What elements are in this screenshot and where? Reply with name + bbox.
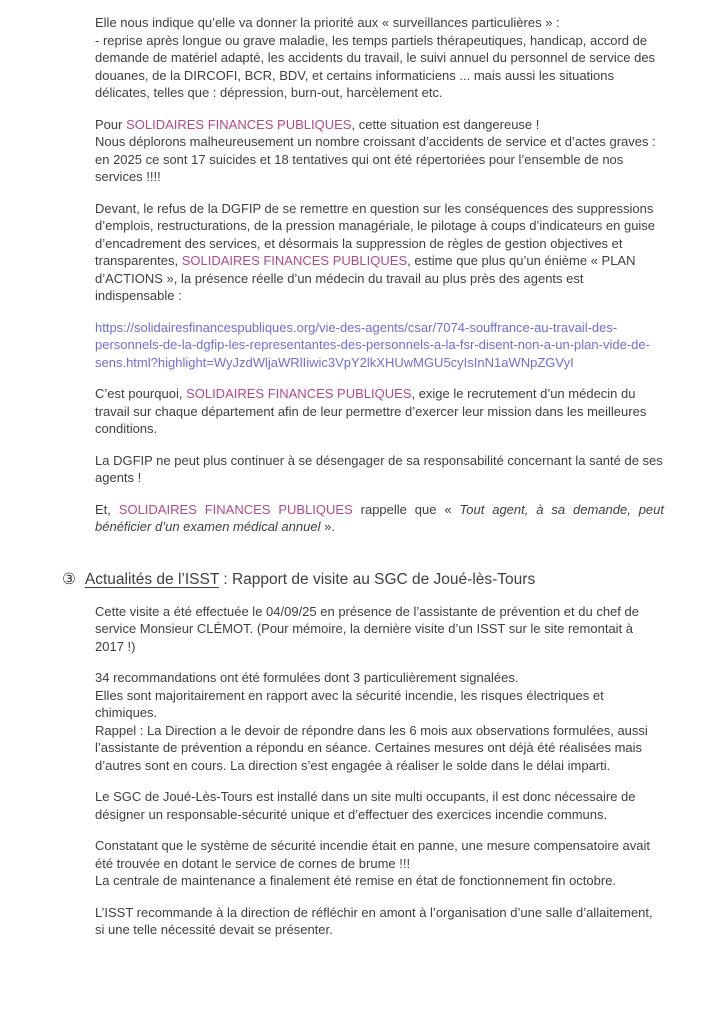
text-run: , cette situation est dangereuse ! [351, 116, 540, 132]
paragraph-situation-dangereuse [95, 116, 664, 186]
text-run: 34 recommandations ont été formulées dont 3 particulièrement signalées. [95, 670, 519, 685]
text-run: Nous déplorons malheureusement un nombre croissant d’accidents de service et d’actes graves : en 2025 ce sont 17 suicides et 18 tentatives qui ont été répertoriées pour l’ensemble de nos services !!!! [95, 134, 656, 184]
hyperlink-souffrance-au-travail[interactable]: https://solidairesfinancespubliques.org/vie-des-agents/csar/7074-souffrance-au-travail-des-personnels-de-la-dgfip-les-representantes-des-personnels-a-la-fsr-disent-non-a-un-plan-vide-de-sens.html?highlight=WyJzdWljaWRlIiwic3VpY2lkXHUwMGU5cyIsInN1aWNpZGVyI [95, 319, 650, 370]
brand-name-text: SOLIDAIRES FINANCES PUBLIQUES [181, 253, 408, 268]
paragraph-surveillances-particulieres [95, 14, 664, 102]
text-run: C’est pourquoi, [95, 386, 187, 401]
text-run: , estime que plus qu’un énième « PLAN d’ACTIONS », la présence réelle d’un médecin du travail au plus près des agents est indispensable : [95, 253, 636, 303]
text-run: Rappel : La Direction a le devoir de répondre dans les 6 mois aux observations formulées, aussi l’assistante de prévention a répondu en séance. Certaines mesures ont déjà été réalisées mais d’autres sont en cours. La direction s’est engagée à réaliser le solde dans le délai imparti. [95, 722, 648, 773]
text-run: ». [320, 519, 335, 534]
paragraph-sgc-multi-occupants [95, 788, 664, 823]
text-run: Elles sont majoritairement en rapport avec la sécurité incendie, les risques électriques et chimiques. [95, 687, 604, 720]
text-run: Et, [95, 501, 119, 517]
text-run: Cette visite a été effectuée le 04/09/25 en présence de l’assistante de prévention et du chef de service Monsieur CLÉMOT. (Pour mémoire, la dernière visite d’un ISST sur le site remontait à 2017 !) [95, 603, 639, 654]
brand-name-text: SOLIDAIRES FINANCES PUBLIQUES [186, 386, 412, 401]
circled-three-icon: ③ [62, 570, 76, 588]
paragraph-visite-04-09-25 [95, 603, 664, 656]
brand-name-text: SOLIDAIRES FINANCES PUBLIQUES [118, 501, 353, 517]
paragraph-exige-recrutement-medecin [95, 385, 664, 438]
paragraph-responsabilite-dgfip [95, 452, 664, 487]
paragraph-securite-incendie-panne [95, 837, 664, 890]
text-run: Tout agent, à sa demande, peut bénéficier d’un examen médical annuel [95, 501, 664, 534]
text-run: L’ISST recommande à la direction de réfléchir en amont à l’organisation d’une salle d’allaitement, si une telle nécessité devait se présenter. [95, 904, 653, 937]
text-run: Pour [95, 116, 127, 132]
text-run: Constatant que le système de sécurité incendie était en panne, une mesure compensatoire avait été trouvée en dotant le service de cornes de brume !!! [95, 838, 651, 871]
heading-subtitle: : Rapport de visite au SGC de Joué-lès-Tours [219, 570, 536, 588]
paragraph-refus-dgfip [95, 200, 664, 305]
text-run: - reprise après longue ou grave maladie, les temps partiels thérapeutiques, handicap, accord de demande de matériel adapté, les accidents du travail, le suivi annuel du personnel de service des douanes, de la DIRCOFI, BCR, BDV, et certains informaticiens ... mais aussi les situations délicates, telles que : dépression, burn-out, harcèlement etc. [95, 32, 656, 100]
text-run: rappelle que « [352, 501, 460, 517]
heading-topic: Actualités de l’ISST [84, 570, 220, 588]
paragraph-34-recommandations [95, 669, 664, 774]
text-run: Elle nous indique qu’elle va donner la priorité aux « surveillances particulières » : [95, 15, 560, 30]
brand-name-text: SOLIDAIRES FINANCES PUBLIQUES [126, 116, 352, 132]
paragraph-lien-souffrance-au-travail [95, 319, 664, 372]
section-heading-actualites-isst [62, 570, 664, 590]
text-run: La centrale de maintenance a finalement été remise en état de fonctionnement fin octobre. [95, 873, 617, 888]
paragraph-examen-medical-annuel [95, 501, 664, 536]
text-run: Devant, le refus de la DGFIP de se remettre en question sur les conséquences des suppressions d’emplois, restructurations, de la pression managériale, le pilotage à coups d’indicateurs en guise d’encadrement des services, et désormais la suppression de règles de gestion objectives et transparentes, [95, 200, 656, 268]
text-run: , exige le recrutement d’un médecin du travail sur chaque département afin de leur permettre d’exercer leur mission dans les meilleures conditions. [95, 386, 647, 436]
text-run: Le SGC de Joué-Lès-Tours est installé dans un site multi occupants, il est donc nécessaire de désigner un responsable-sécurité unique et d’effectuer des exercices incendie communs. [95, 789, 636, 822]
text-run: La DGFIP ne peut plus continuer à se désengager de sa responsabilité concernant la santé de ses agents ! [95, 452, 663, 485]
paragraph-salle-allaitement [95, 904, 664, 939]
